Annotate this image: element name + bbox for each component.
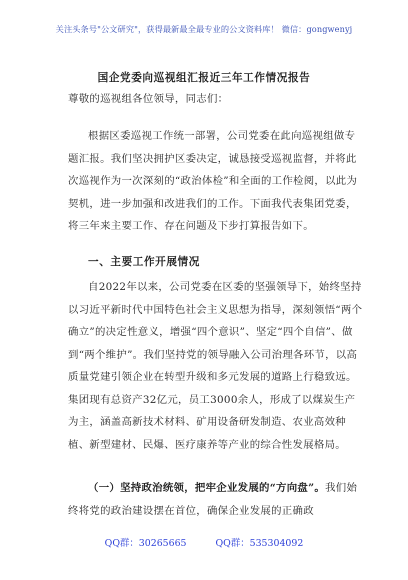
intro-paragraph: 根据区委巡视工作统一部署，公司党委在此向巡视组做专题汇报。我们坚决拥护区委决定，诚恳接受巡视监督，并将此次巡视作为一次深刻的“政治体检”和全面的工作检阅，以此为契机，进一步加强和改进我们的工作。下面我代表集团党委，将三年来主要工作、存在问题及下步打算报告如下。: [68, 130, 358, 232]
footer-contacts: [0, 535, 408, 549]
subsection-paragraph: [68, 477, 364, 522]
qq-group-2: QQ群：535304092: [215, 538, 304, 549]
overview-paragraph: 自2022年以来，公司党委在区委的坚强领导下，始终坚持以习近平新时代中国特色社会主义思想为指导，深刻领悟“两个确立”的决定性意义，增强“四个意识”、坚定“四个自信”、做到“两个维护”。我们坚持党的领导融入公司治理各环节，以高质量党建引领企业在转型升级和多元发展的道路上行稳致远。集团现有总资产32亿元，员工3000余人，形成了以煤炭生产为主，涵盖高新技术材料、矿用设备研发制造、农业高效种植、新型建材、民爆、医疗康养等产业的综合性发展格局。: [68, 281, 363, 451]
subsection-heading: （一）坚持政治统领，把牢企业发展的“方向盘”。: [88, 482, 326, 494]
document-title: 国企党委向巡视组汇报近三年工作情况报告: [97, 72, 311, 84]
qq-group-1: QQ群：30265665: [104, 538, 187, 549]
salutation: 尊敬的巡视组各位领导，同志们：: [68, 93, 229, 105]
subsection-text: 我们始终将党的政治建设摆在首位，确保企业发展的正确政: [68, 482, 358, 517]
section-heading: 一、主要工作开展情况: [88, 256, 200, 268]
top-banner: 关注头条号"公文研究"，获得最新最全最专业的公文资料库！ 微信：gongwenyj: [55, 24, 353, 34]
